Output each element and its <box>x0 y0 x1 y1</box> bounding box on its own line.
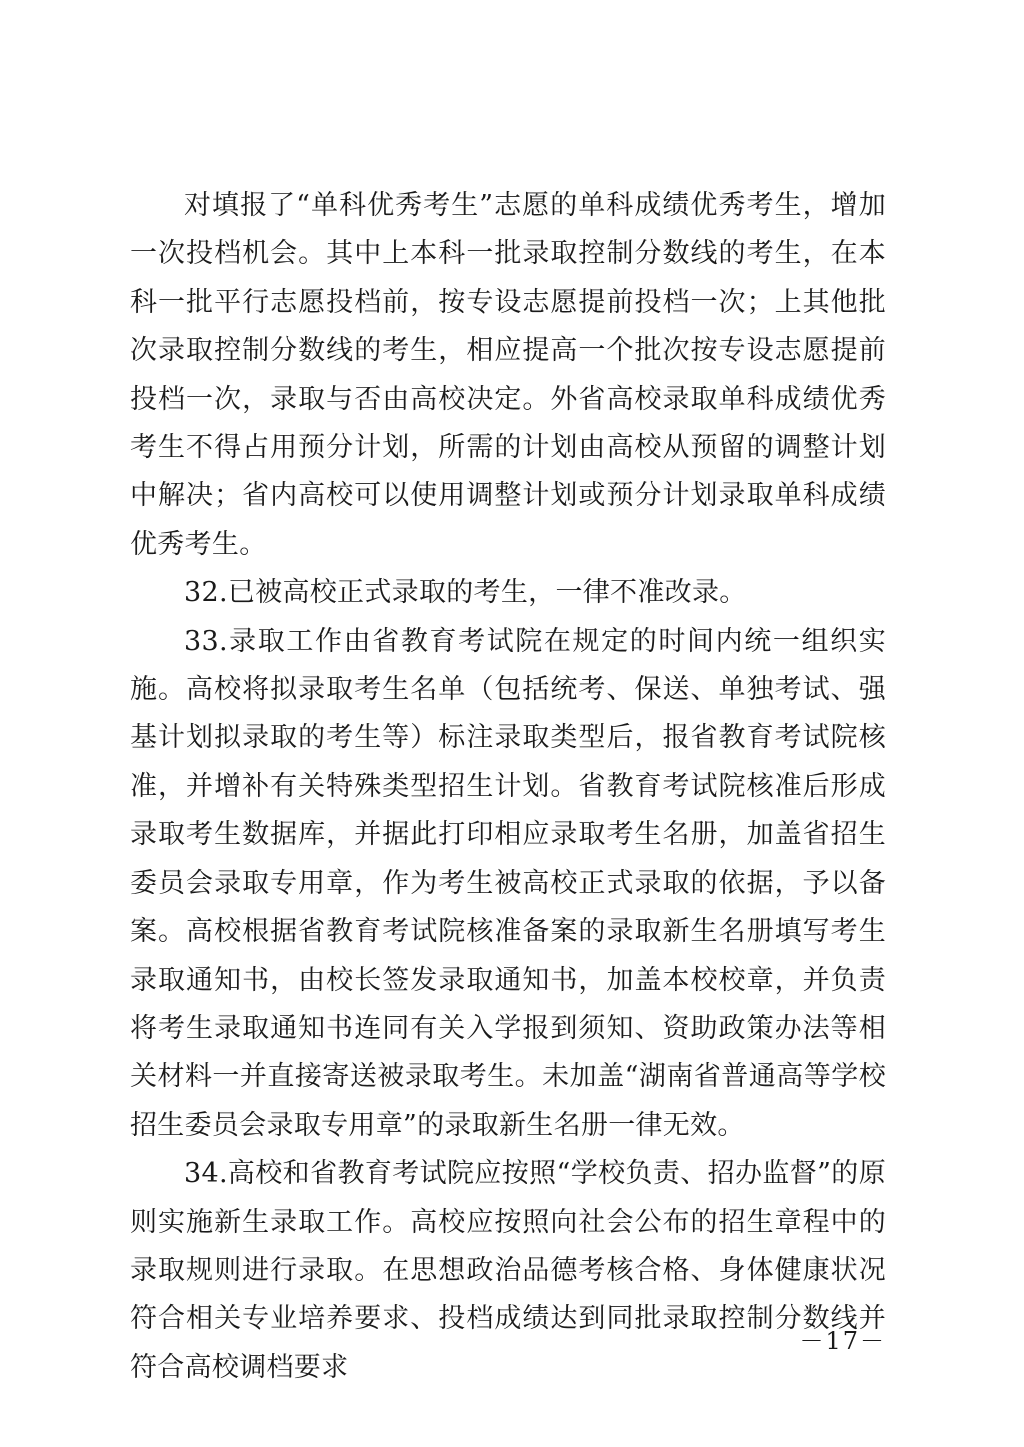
paragraph-32: 32.已被高校正式录取的考生，一律不准改录。 <box>184 577 747 609</box>
paragraph-33: 33.录取工作由省教育考试院在规定的时间内统一组织实施。高校将拟录取考生名单（包括统考、保送、单独考试、强基计划拟录取的考生等）标注录取类型后，报省教育考试院核准，并增补有关特殊类型招生计划。省教育考试院核准后形成录取考生数据库，并据此打印相应录取考生名册，加盖省招生委员会录取专用章，作为考生被高校正式录取的依据，予以备案。高校根据省教育考试院核准备案的录取新生名册填写考生录取通知书，由校长签发录取通知书，加盖本校校章，并负责将考生录取通知书连同有关入学报到须知、资助政策办法等相关材料一并直接寄送被录取考生。未加盖“湖南省普通高等学校招生委员会录取专用章”的录取新生名册一律无效。 <box>130 625 886 1141</box>
paragraph-single-subject-excellent: 对填报了“单科优秀考生”志愿的单科成绩优秀考生，增加一次投档机会。其中上本科一批录取控制分数线的考生，在本科一批平行志愿投档前，按专设志愿提前投档一次；上其他批次录取控制分数线的考生，相应提高一个批次按专设志愿提前投档一次，录取与否由高校决定。外省高校录取单科成绩优秀考生不得占用预分计划，所需的计划由高校从预留的调整计划中解决；省内高校可以使用调整计划或预分计划录取单科成绩优秀考生。 <box>130 190 886 560</box>
body-text <box>130 182 886 1392</box>
paragraph-34: 34.高校和省教育考试院应按照“学校负责、招办监督”的原则实施新生录取工作。高校应按照向社会公布的招生章程中的录取规则进行录取。在思想政治品德考核合格、身体健康状况符合相关专业培养要求、投档成绩达到同批录取控制分数线并符合高校调档要求 <box>130 1158 886 1383</box>
page-number: －17－ <box>799 1327 886 1355</box>
